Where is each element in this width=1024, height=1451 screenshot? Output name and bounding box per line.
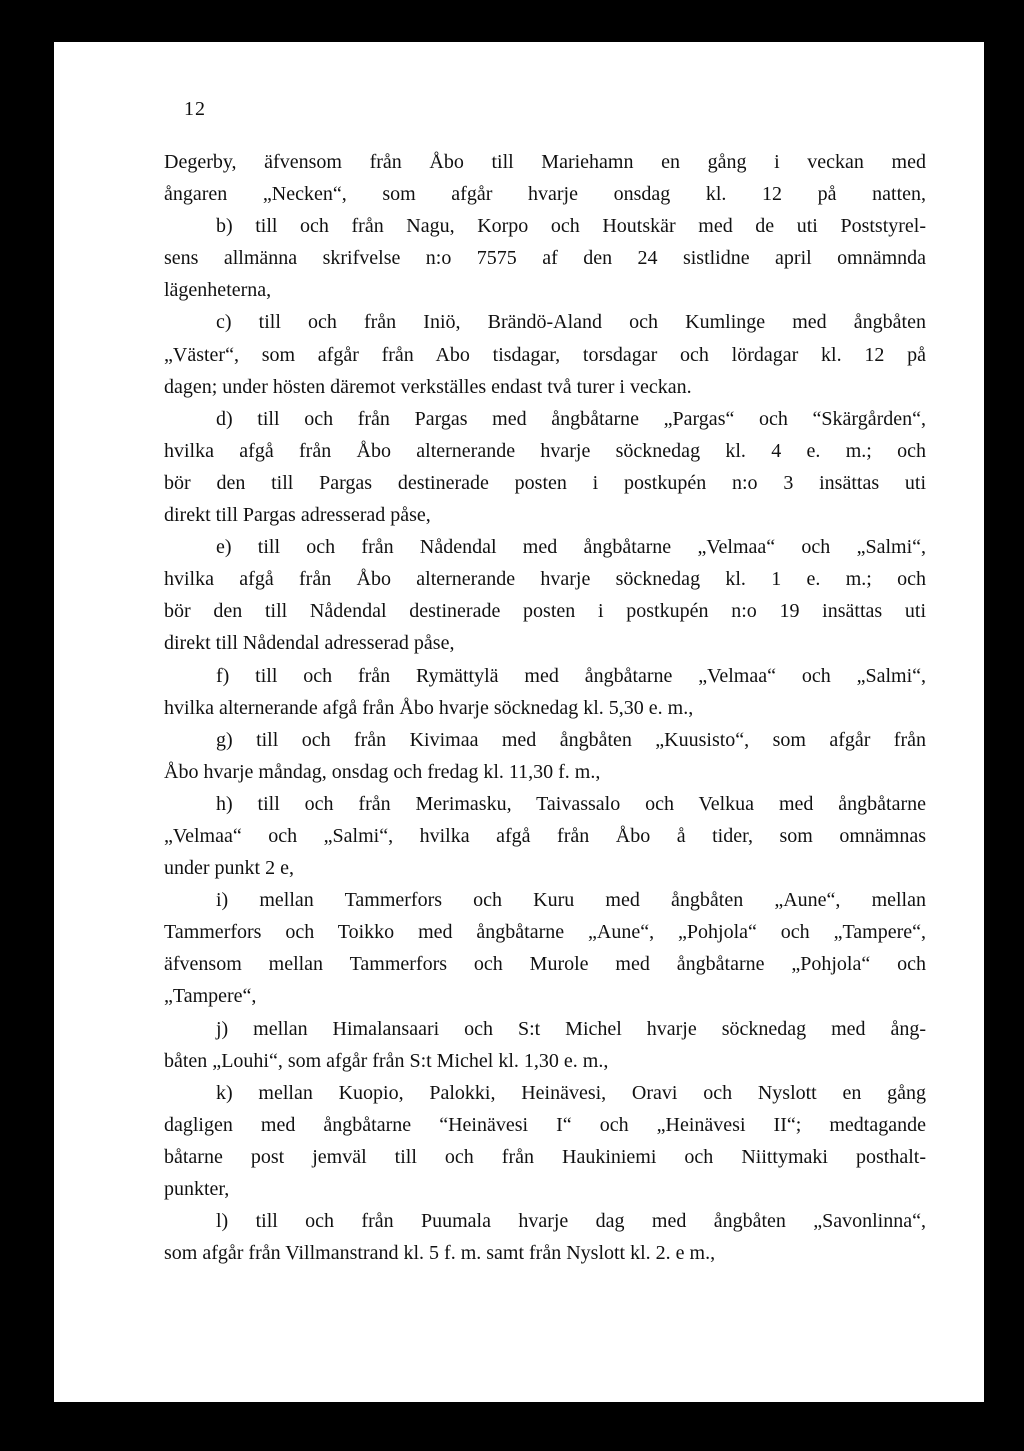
text-line: e) till och från Nådendal med ångbåtarne „Velmaa“ och „Salmi“, <box>216 536 926 559</box>
text-line: direkt till Nådendal adresserad påse, <box>164 632 455 655</box>
text-line: f) till och från Rymättylä med ångbåtarne „Velmaa“ och „Salmi“, <box>216 664 926 687</box>
text-line: k) mellan Kuopio, Palokki, Heinävesi, Oravi och Nyslott en gång <box>216 1081 926 1104</box>
text-line: i) mellan Tammerfors och Kuru med ångbåten „Aune“, mellan <box>216 889 926 912</box>
text-line: h) till och från Merimasku, Taivassalo och Velkua med ångbåtarne <box>216 792 926 815</box>
text-line: j) mellan Himalansaari och S:t Michel hvarje söcknedag med ång- <box>216 1017 926 1040</box>
text-line: bör den till Nådendal destinerade posten i postkupén n:o 19 insättas uti <box>164 600 926 623</box>
text-line: hvilka afgå från Åbo alternerande hvarje söcknedag kl. 4 e. m.; och <box>164 439 926 462</box>
page-number: 12 <box>184 98 206 120</box>
text-line: „Väster“, som afgår från Abo tisdagar, torsdagar och lördagar kl. 12 på <box>164 343 926 366</box>
text-line: Degerby, äfvensom från Åbo till Mariehamn en gång i veckan med <box>164 151 926 173</box>
text-line: båten „Louhi“, som afgår från S:t Michel kl. 1,30 e. m., <box>164 1049 609 1072</box>
text-line: d) till och från Pargas med ångbåtarne „Pargas“ och “Skärgården“, <box>216 407 926 430</box>
text-line: under punkt 2 e, <box>164 857 294 880</box>
text-line: direkt till Pargas adresserad påse, <box>164 504 431 527</box>
text-line: c) till och från Iniö, Brändö-Aland och Kumlinge med ångbåten <box>216 311 926 334</box>
text-line: ångaren „Necken“, som afgår hvarje onsdag kl. 12 på natten, <box>164 183 926 206</box>
text-line: bör den till Pargas destinerade posten i postkupén n:o 3 insättas uti <box>164 471 926 494</box>
text-line: g) till och från Kivimaa med ångbåten „Kuusisto“, som afgår från <box>216 728 926 751</box>
text-line: punkter, <box>164 1178 230 1200</box>
text-line: sens allmänna skrifvelse n:o 7575 af den 24 sistlidne april omnämnda <box>164 247 926 270</box>
text-line: dagligen med ångbåtarne “Heinävesi I“ och „Heinävesi II“; medtagande <box>164 1113 926 1136</box>
text-line: Tammerfors och Toikko med ångbåtarne „Aune“, „Pohjola“ och „Tampere“, <box>164 921 926 944</box>
text-line: Åbo hvarje måndag, onsdag och fredag kl. 11,30 f. m., <box>164 760 601 783</box>
text-line: båtarne post jemväl till och från Haukiniemi och Niittymaki posthalt- <box>164 1145 926 1168</box>
text-line: b) till och från Nagu, Korpo och Houtskär med de uti Poststyrel- <box>216 215 926 238</box>
text-line: hvilka afgå från Åbo alternerande hvarje söcknedag kl. 1 e. m.; och <box>164 568 926 591</box>
text-line: äfvensom mellan Tammerfors och Murole med ångbåtarne „Pohjola“ och <box>164 953 926 976</box>
text-line: „Velmaa“ och „Salmi“, hvilka afgå från Åbo å tider, som omnämnas <box>164 824 926 847</box>
text-line: dagen; under hösten däremot verkställes endast två turer i veckan. <box>164 375 692 398</box>
body-text <box>164 146 926 1269</box>
text-line: som afgår från Villmanstrand kl. 5 f. m. samt från Nyslott kl. 2. e m., <box>164 1242 716 1265</box>
text-line: l) till och från Puumala hvarje dag med ångbåten „Savonlinna“, <box>216 1210 926 1233</box>
text-line: lägenheterna, <box>164 279 272 302</box>
text-line: „Tampere“, <box>164 985 257 1008</box>
text-line: hvilka alternerande afgå från Åbo hvarje söcknedag kl. 5,30 e. m., <box>164 696 694 719</box>
